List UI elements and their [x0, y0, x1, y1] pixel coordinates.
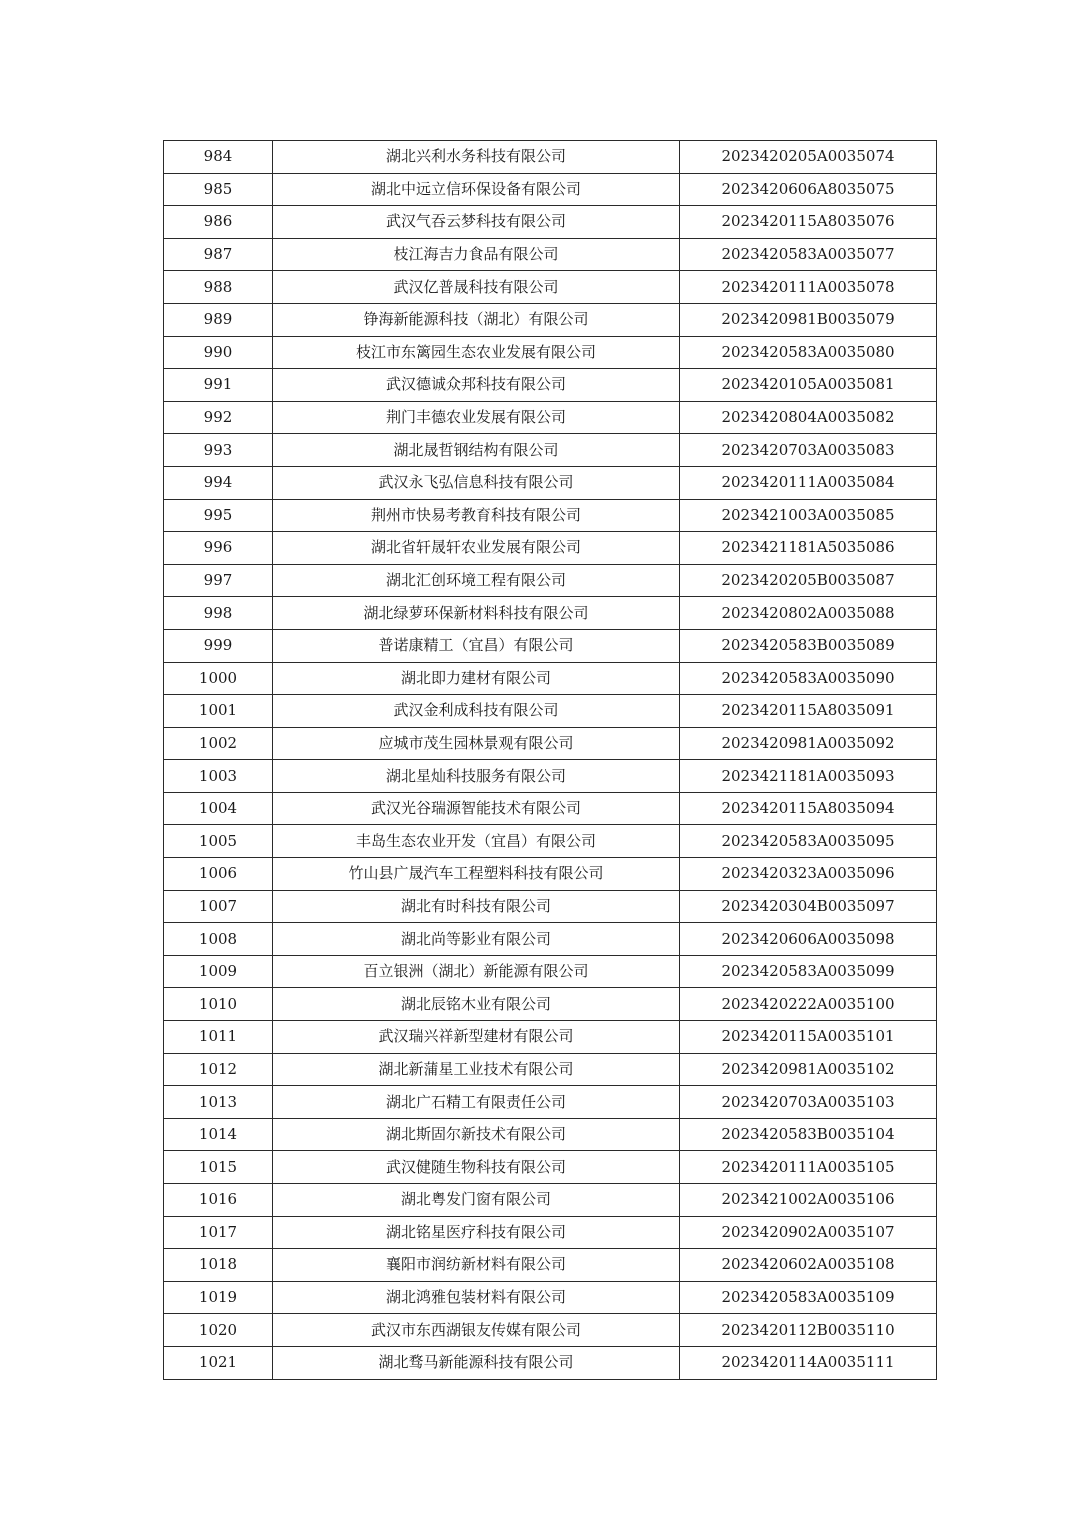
- registration-code-cell: 2023420114A0035111: [680, 1346, 937, 1379]
- registration-code-cell: 2023420583A0035099: [680, 955, 937, 988]
- table-row: [164, 1314, 937, 1347]
- company-name-cell: 荆州市快易考教育科技有限公司: [273, 499, 680, 532]
- row-number-cell: 990: [164, 336, 273, 369]
- table-row: [164, 792, 937, 825]
- table-row: [164, 695, 937, 728]
- registration-code-cell: 2023420583A0035080: [680, 336, 937, 369]
- registration-code-cell: 2023420804A0035082: [680, 401, 937, 434]
- table-row: [164, 1151, 937, 1184]
- table-row: [164, 1184, 937, 1217]
- table-row: [164, 238, 937, 271]
- company-name-cell: 武汉永飞弘信息科技有限公司: [273, 466, 680, 499]
- registration-code-cell: 2023420111A0035078: [680, 271, 937, 304]
- row-number-cell: 1007: [164, 890, 273, 923]
- company-name-cell: 荆门丰德农业发展有限公司: [273, 401, 680, 434]
- row-number-cell: 996: [164, 532, 273, 565]
- table-row: [164, 1249, 937, 1282]
- registration-code-cell: 2023420112B0035110: [680, 1314, 937, 1347]
- company-name-cell: 武汉德诚众邦科技有限公司: [273, 369, 680, 402]
- company-name-cell: 襄阳市润纺新材料有限公司: [273, 1249, 680, 1282]
- table-row: [164, 1216, 937, 1249]
- company-name-cell: 湖北即力建材有限公司: [273, 662, 680, 695]
- company-name-cell: 武汉市东西湖银友传媒有限公司: [273, 1314, 680, 1347]
- company-name-cell: 武汉光谷瑞源智能技术有限公司: [273, 792, 680, 825]
- registration-code-cell: 2023420205A0035074: [680, 141, 937, 174]
- row-number-cell: 995: [164, 499, 273, 532]
- company-name-cell: 湖北绿萝环保新材料科技有限公司: [273, 597, 680, 630]
- table-row: [164, 988, 937, 1021]
- table-row: [164, 336, 937, 369]
- table-row: [164, 401, 937, 434]
- registration-code-cell: 2023420583B0035104: [680, 1118, 937, 1151]
- registration-code-cell: 2023420222A0035100: [680, 988, 937, 1021]
- company-name-cell: 湖北粤发门窗有限公司: [273, 1184, 680, 1217]
- company-name-cell: 湖北鸿雅包装材料有限公司: [273, 1281, 680, 1314]
- registration-code-cell: 2023420115A0035101: [680, 1021, 937, 1054]
- company-name-cell: 武汉瑞兴祥新型建材有限公司: [273, 1021, 680, 1054]
- row-number-cell: 1008: [164, 923, 273, 956]
- company-name-cell: 枝江海吉力食品有限公司: [273, 238, 680, 271]
- row-number-cell: 989: [164, 303, 273, 336]
- table-row: [164, 955, 937, 988]
- table-row: [164, 206, 937, 239]
- row-number-cell: 984: [164, 141, 273, 174]
- table-row: [164, 662, 937, 695]
- row-number-cell: 993: [164, 434, 273, 467]
- row-number-cell: 1002: [164, 727, 273, 760]
- row-number-cell: 1000: [164, 662, 273, 695]
- row-number-cell: 1001: [164, 695, 273, 728]
- row-number-cell: 1010: [164, 988, 273, 1021]
- registration-code-cell: 2023420703A0035083: [680, 434, 937, 467]
- table-row: [164, 923, 937, 956]
- registration-code-cell: 2023420802A0035088: [680, 597, 937, 630]
- registration-code-cell: 2023420583A0035109: [680, 1281, 937, 1314]
- company-name-cell: 湖北省轩晟轩农业发展有限公司: [273, 532, 680, 565]
- registration-code-cell: 2023421181A0035093: [680, 760, 937, 793]
- row-number-cell: 1014: [164, 1118, 273, 1151]
- registration-code-cell: 2023420115A8035076: [680, 206, 937, 239]
- company-name-cell: 普诺康精工（宜昌）有限公司: [273, 629, 680, 662]
- company-name-cell: 湖北尚等影业有限公司: [273, 923, 680, 956]
- table-row: [164, 271, 937, 304]
- table-row: [164, 303, 937, 336]
- registration-code-cell: 2023421003A0035085: [680, 499, 937, 532]
- table-row: [164, 1118, 937, 1151]
- row-number-cell: 1015: [164, 1151, 273, 1184]
- table-row: [164, 466, 937, 499]
- company-name-cell: 湖北汇创环境工程有限公司: [273, 564, 680, 597]
- row-number-cell: 986: [164, 206, 273, 239]
- row-number-cell: 1006: [164, 858, 273, 891]
- company-name-cell: 湖北骛马新能源科技有限公司: [273, 1346, 680, 1379]
- company-name-cell: 湖北中远立信环保设备有限公司: [273, 173, 680, 206]
- row-number-cell: 1013: [164, 1086, 273, 1119]
- company-name-cell: 竹山县广晟汽车工程塑料科技有限公司: [273, 858, 680, 891]
- table-row: [164, 499, 937, 532]
- company-registry-table: [163, 140, 937, 1380]
- registration-code-cell: 2023420304B0035097: [680, 890, 937, 923]
- registration-code-cell: 2023420606A8035075: [680, 173, 937, 206]
- registration-code-cell: 2023420111A0035105: [680, 1151, 937, 1184]
- table-row: [164, 597, 937, 630]
- registration-code-cell: 2023420323A0035096: [680, 858, 937, 891]
- registration-code-cell: 2023420111A0035084: [680, 466, 937, 499]
- company-name-cell: 百立银洲（湖北）新能源有限公司: [273, 955, 680, 988]
- table-row: [164, 369, 937, 402]
- registration-code-cell: 2023420981B0035079: [680, 303, 937, 336]
- row-number-cell: 1009: [164, 955, 273, 988]
- row-number-cell: 987: [164, 238, 273, 271]
- company-name-cell: 湖北斯固尔新技术有限公司: [273, 1118, 680, 1151]
- table-row: [164, 1346, 937, 1379]
- registration-code-cell: 2023420981A0035102: [680, 1053, 937, 1086]
- registration-code-cell: 2023420602A0035108: [680, 1249, 937, 1282]
- company-name-cell: 武汉气吞云梦科技有限公司: [273, 206, 680, 239]
- table-row: [164, 890, 937, 923]
- table-row: [164, 727, 937, 760]
- registration-code-cell: 2023420981A0035092: [680, 727, 937, 760]
- company-name-cell: 丰岛生态农业开发（宜昌）有限公司: [273, 825, 680, 858]
- table-row: [164, 1281, 937, 1314]
- registration-code-cell: 2023420902A0035107: [680, 1216, 937, 1249]
- registration-code-cell: 2023420115A8035091: [680, 695, 937, 728]
- company-name-cell: 湖北辰铭木业有限公司: [273, 988, 680, 1021]
- company-name-cell: 湖北兴利水务科技有限公司: [273, 141, 680, 174]
- registration-code-cell: 2023420583B0035089: [680, 629, 937, 662]
- registration-code-cell: 2023421181A5035086: [680, 532, 937, 565]
- registration-code-cell: 2023420205B0035087: [680, 564, 937, 597]
- row-number-cell: 1019: [164, 1281, 273, 1314]
- registration-code-cell: 2023420115A8035094: [680, 792, 937, 825]
- registration-code-cell: 2023420583A0035077: [680, 238, 937, 271]
- table-row: [164, 760, 937, 793]
- row-number-cell: 991: [164, 369, 273, 402]
- registration-code-cell: 2023421002A0035106: [680, 1184, 937, 1217]
- company-name-cell: 湖北有时科技有限公司: [273, 890, 680, 923]
- company-name-cell: 铮海新能源科技（湖北）有限公司: [273, 303, 680, 336]
- company-name-cell: 湖北铭星医疗科技有限公司: [273, 1216, 680, 1249]
- row-number-cell: 1004: [164, 792, 273, 825]
- row-number-cell: 1011: [164, 1021, 273, 1054]
- table-row: [164, 858, 937, 891]
- company-name-cell: 武汉健随生物科技有限公司: [273, 1151, 680, 1184]
- row-number-cell: 1020: [164, 1314, 273, 1347]
- registration-code-cell: 2023420583A0035090: [680, 662, 937, 695]
- row-number-cell: 1021: [164, 1346, 273, 1379]
- row-number-cell: 994: [164, 466, 273, 499]
- table-row: [164, 629, 937, 662]
- table-row: [164, 141, 937, 174]
- company-name-cell: 武汉金利成科技有限公司: [273, 695, 680, 728]
- company-name-cell: 湖北晟哲钢结构有限公司: [273, 434, 680, 467]
- registration-code-cell: 2023420583A0035095: [680, 825, 937, 858]
- registration-code-cell: 2023420105A0035081: [680, 369, 937, 402]
- table-row: [164, 564, 937, 597]
- table-row: [164, 1053, 937, 1086]
- company-name-cell: 应城市茂生园林景观有限公司: [273, 727, 680, 760]
- row-number-cell: 1016: [164, 1184, 273, 1217]
- table-row: [164, 825, 937, 858]
- table-row: [164, 1086, 937, 1119]
- registration-code-cell: 2023420606A0035098: [680, 923, 937, 956]
- row-number-cell: 999: [164, 629, 273, 662]
- company-name-cell: 湖北新蒲星工业技术有限公司: [273, 1053, 680, 1086]
- row-number-cell: 1003: [164, 760, 273, 793]
- table-row: [164, 173, 937, 206]
- row-number-cell: 1005: [164, 825, 273, 858]
- row-number-cell: 1018: [164, 1249, 273, 1282]
- company-name-cell: 湖北广石精工有限责任公司: [273, 1086, 680, 1119]
- table-row: [164, 532, 937, 565]
- company-name-cell: 武汉亿普晟科技有限公司: [273, 271, 680, 304]
- registry-table-body: [164, 141, 937, 1380]
- row-number-cell: 997: [164, 564, 273, 597]
- table-row: [164, 1021, 937, 1054]
- company-name-cell: 枝江市东篱园生态农业发展有限公司: [273, 336, 680, 369]
- registration-code-cell: 2023420703A0035103: [680, 1086, 937, 1119]
- row-number-cell: 1012: [164, 1053, 273, 1086]
- table-row: [164, 434, 937, 467]
- row-number-cell: 985: [164, 173, 273, 206]
- row-number-cell: 992: [164, 401, 273, 434]
- company-name-cell: 湖北星灿科技服务有限公司: [273, 760, 680, 793]
- row-number-cell: 1017: [164, 1216, 273, 1249]
- row-number-cell: 988: [164, 271, 273, 304]
- row-number-cell: 998: [164, 597, 273, 630]
